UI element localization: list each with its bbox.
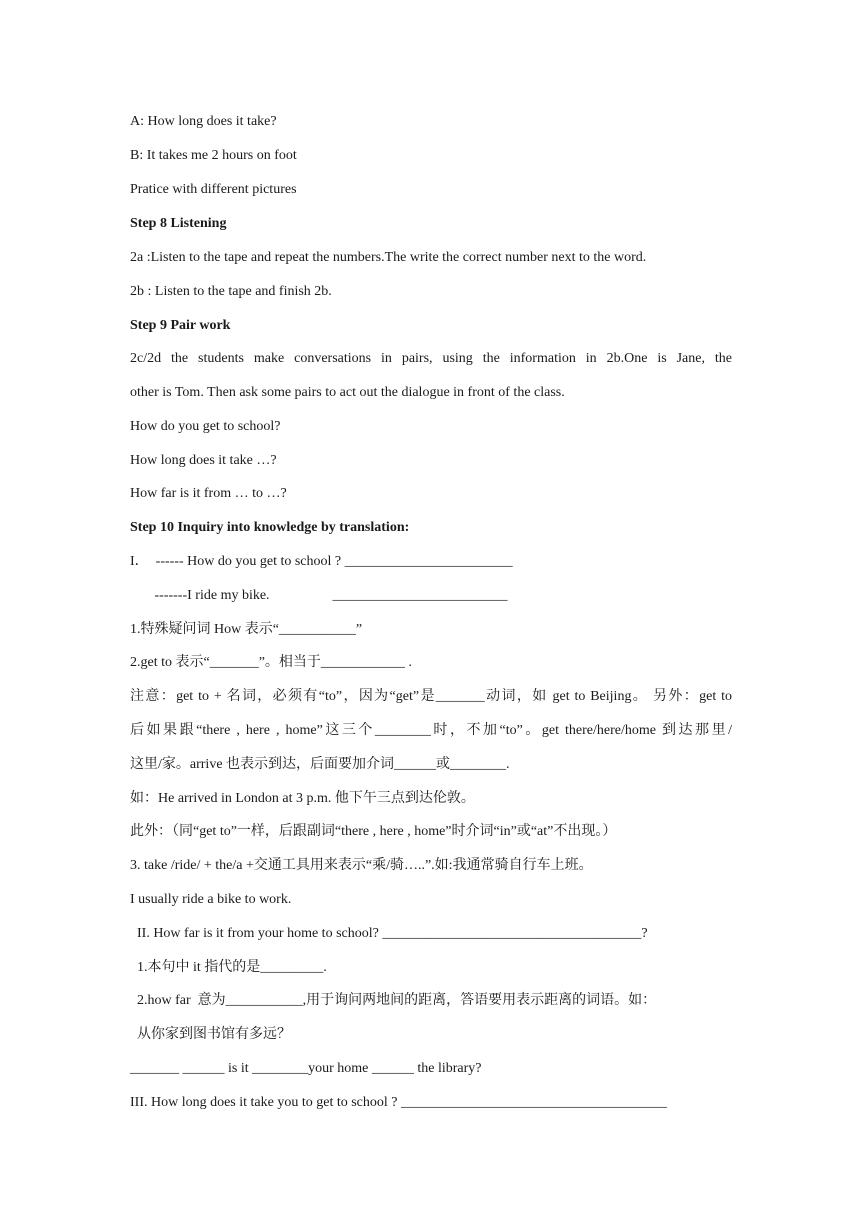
step-9-heading: Step 9 Pair work [130,318,231,333]
note-attention-line-3: 这里/家。arrive 也表示到达，后面要加介词______或________. [130,757,510,772]
task-2c-2d-line: 2c/2d the students make conversations in pairs, using the information in 2b.One is Jane, the [130,351,732,366]
question-how-get: How do you get to school? [130,419,281,434]
question-how-far: How far is it from … to …? [130,486,287,501]
section-ii-note-2: 2.how far 意为___________,用于询问两地间的距离，答语要用表示距离的词语。如： [130,993,657,1008]
note-attention-line-1: 注意：get to + 名词，必须有“to”，因为“get”是_______动词，如 get to Beijing。 另外：get to [130,689,732,704]
section-i-question: I． ------ How do you get to school ? ________________________ [130,554,513,569]
dialogue-question-line: A: How long does it take? [130,114,277,129]
note-attention-line-2: 后如果跟“there , here , home”这三个________时，不加“to”。get there/here/home 到达那里/ [130,723,732,738]
note-3-take-ride: 3. take /ride/ + the/a +交通工具用来表示“乘/骑…..”.如:我通常骑自行车上班。 [130,858,593,873]
question-how-long: How long does it take …? [130,453,277,468]
step-10-heading: Step 10 Inquiry into knowledge by translation: [130,520,410,535]
dialogue-answer-line: B: It takes me 2 hours on foot [130,148,297,163]
section-ii-example-cn: 从你家到图书馆有多远？ [130,1027,291,1042]
step-8-heading: Step 8 Listening [130,216,227,231]
section-ii-question: II. How far is it from your home to school? _____________________________________? [130,926,648,941]
task-2b-line: 2b : Listen to the tape and finish 2b. [130,284,332,299]
section-ii-note-1: 1.本句中 it 指代的是_________. [130,960,327,975]
note-besides: 此外：（同“get to”一样，后跟副词“there , here , home”时介词“in”或“at”不出现。） [130,824,617,839]
section-ii-fill-blank: _______ ______ is it ________your home ______ the library? [130,1061,482,1076]
example-arrived: 如：He arrived in London at 3 p.m. 他下午三点到达伦敦。 [130,791,475,806]
section-i-answer: -------I ride my bike. _________________________ [130,588,508,603]
example-ride-bike: I usually ride a bike to work. [130,892,292,907]
task-2c-2d-continuation: other is Tom. Then ask some pairs to act out the dialogue in front of the class. [130,385,565,400]
task-2a-line: 2a :Listen to the tape and repeat the numbers.The write the correct number next to the word. [130,250,647,265]
note-2-get-to: 2.get to 表示“_______”。相当于____________ . [130,655,412,670]
note-1-how: 1.特殊疑问词 How 表示“___________” [130,622,363,637]
practice-instruction-line: Pratice with different pictures [130,182,297,197]
section-iii-question: III. How long does it take you to get to school ? ______________________________________ [130,1095,668,1110]
